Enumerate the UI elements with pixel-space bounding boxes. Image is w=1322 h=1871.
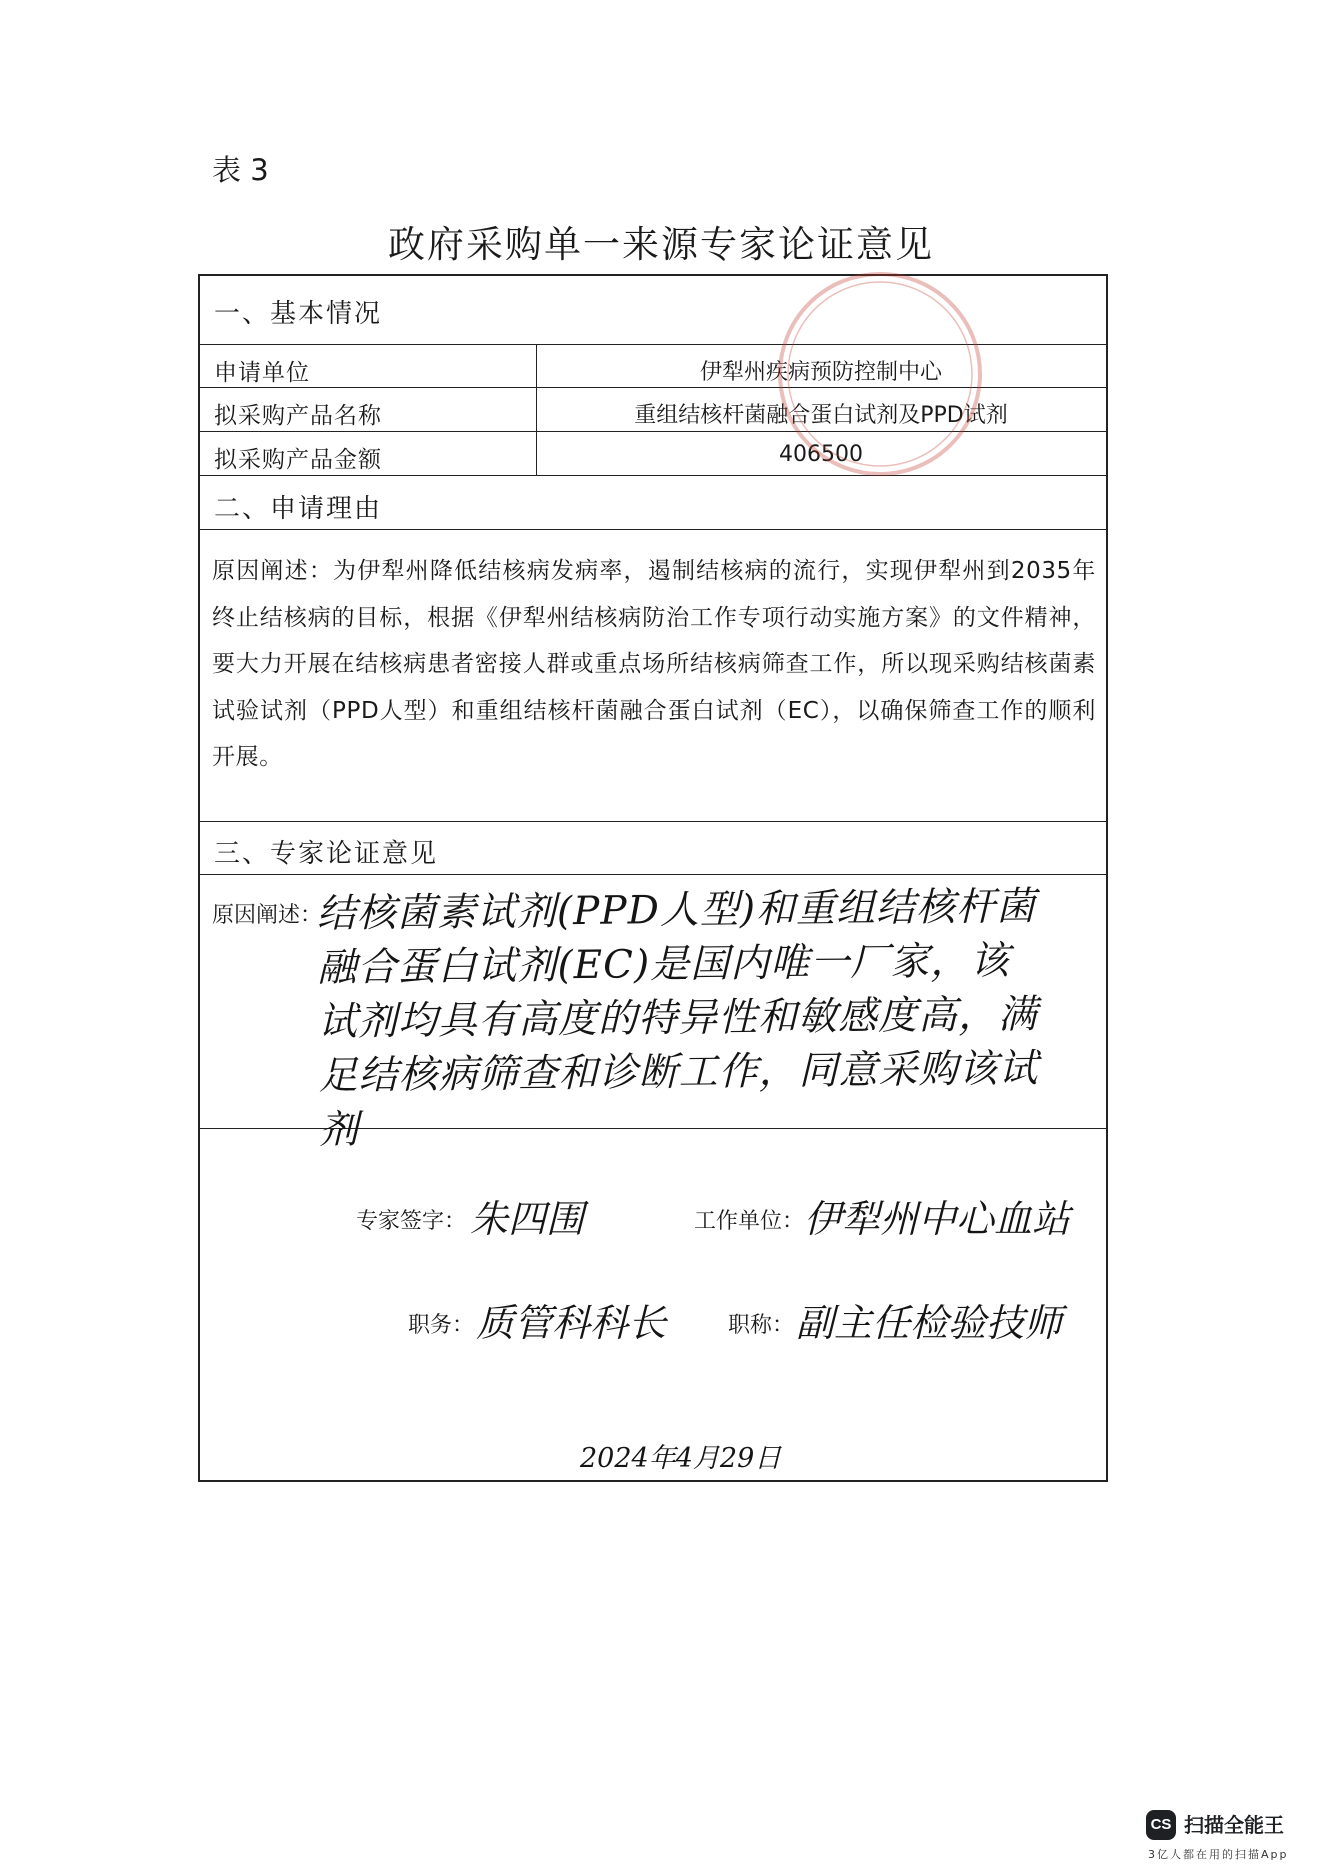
section-basic-info-heading: 一、基本情况 (214, 299, 383, 329)
applicant-label: 申请单位 (214, 360, 310, 386)
row-divider (200, 344, 1106, 345)
expert-signature: 朱四围 (470, 1197, 585, 1241)
row-divider (200, 529, 1106, 530)
product-name-value: 重组结核杆菌融合蛋白试剂及PPD试剂 (634, 403, 1008, 428)
application-reason-text: 原因阐述：为伊犁州降低结核病发病率，遏制结核病的流行，实现伊犁州到2035年终止结核病的目标，根据《伊犁州结核病防治工作专项行动实施方案》的文件精神，要大力开展在结核病患者密接人群或重点场所结核病筛查工作，所以现采购结核菌素试验试剂（PPD人型）和重组结核杆菌融合蛋白试剂（EC），以确保筛查工作的顺利开展。 (212, 558, 1096, 770)
handwritten-expert-opinion: 结核菌素试剂(PPD人型)和重组结核杆菌融合蛋白试剂(EC)是国内唯一厂家，该试剂均具有高度的特异性和敏感度高，满足结核病筛查和诊断工作，同意采购该试剂 (316, 884, 1039, 1153)
product-amount-label: 拟采购产品金额 (214, 447, 382, 473)
document-title: 政府采购单一来源专家论证意见 (388, 223, 934, 266)
scanner-app-name: 扫描全能王 (1184, 1813, 1284, 1837)
applicant-value: 伊犁州疾病预防控制中心 (699, 360, 942, 385)
row-divider (200, 387, 1106, 388)
row-divider (200, 475, 1106, 476)
cs-scanner-icon: CS (1146, 1810, 1176, 1840)
row-divider (200, 874, 1106, 875)
duty-value: 质管科科长 (476, 1301, 667, 1345)
expert-signature-label: 专家签字： (356, 1209, 467, 1234)
work-unit-label: 工作单位： (694, 1209, 805, 1234)
scanner-app-slogan: 3亿人都在用的扫描App (1148, 1848, 1289, 1861)
section-expert-opinion-heading: 三、专家论证意见 (214, 839, 439, 869)
duty-label: 职务： (408, 1313, 475, 1338)
professional-title-label: 职称： (728, 1313, 795, 1338)
product-amount-value: 406500 (779, 442, 863, 467)
row-divider (200, 431, 1106, 432)
opinion-form-table (198, 274, 1108, 1482)
section-reason-heading: 二、申请理由 (214, 494, 383, 524)
product-name-label: 拟采购产品名称 (214, 403, 382, 429)
table-number-label: 表 3 (212, 153, 269, 187)
opinion-prefix: 原因阐述： (212, 903, 323, 928)
work-unit-value: 伊犁州中心血站 (804, 1197, 1071, 1241)
professional-title-value: 副主任检验技师 (796, 1301, 1063, 1345)
signing-date: 2024年4月29日 (580, 1443, 782, 1474)
row-divider (200, 821, 1106, 822)
scanner-app-watermark (1146, 1810, 1312, 1866)
